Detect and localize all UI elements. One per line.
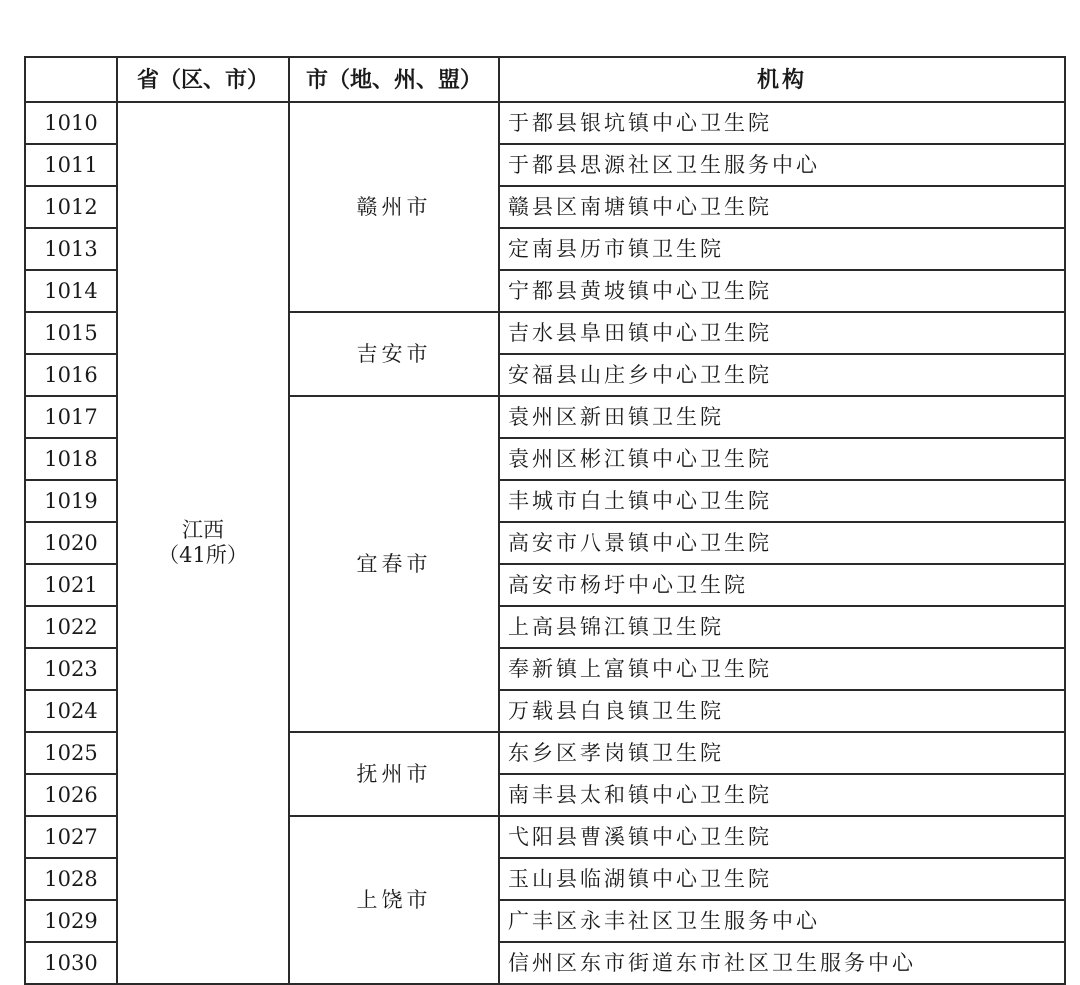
institution-table: [24, 56, 1066, 985]
institution-name: 丰城市白土镇中心卫生院: [499, 480, 1065, 522]
institution-name: 袁州区新田镇卫生院: [499, 396, 1065, 438]
city-cell: [289, 102, 499, 312]
row-number: 1012: [25, 186, 117, 228]
row-number: 1025: [25, 732, 117, 774]
row-number: 1017: [25, 396, 117, 438]
institution-name: 信州区东市街道东市社区卫生服务中心: [499, 942, 1065, 984]
province-cell: [117, 102, 289, 984]
city-cell: [289, 312, 499, 396]
institution-name: 上高县锦江镇卫生院: [499, 606, 1065, 648]
institution-name: 广丰区永丰社区卫生服务中心: [499, 900, 1065, 942]
table-row: [25, 102, 1065, 144]
table-body: [25, 102, 1065, 984]
city-name: 宜春市: [356, 551, 432, 576]
institution-name: 宁都县黄坡镇中心卫生院: [499, 270, 1065, 312]
institution-name: 玉山县临湖镇中心卫生院: [499, 858, 1065, 900]
row-number: 1016: [25, 354, 117, 396]
row-number: 1011: [25, 144, 117, 186]
city-name: 上饶市: [356, 887, 432, 912]
row-number: 1021: [25, 564, 117, 606]
header-number: [25, 57, 117, 102]
row-number: 1027: [25, 816, 117, 858]
institution-name: 于都县思源社区卫生服务中心: [499, 144, 1065, 186]
institution-name: 定南县历市镇卫生院: [499, 228, 1065, 270]
province-name: 江西: [182, 518, 224, 542]
header-institution: 机构: [499, 57, 1065, 102]
row-number: 1026: [25, 774, 117, 816]
institution-name: 奉新镇上富镇中心卫生院: [499, 648, 1065, 690]
city-name: 吉安市: [356, 341, 432, 366]
institution-name: 吉水县阜田镇中心卫生院: [499, 312, 1065, 354]
institution-name: 袁州区彬江镇中心卫生院: [499, 438, 1065, 480]
row-number: 1014: [25, 270, 117, 312]
row-number: 1013: [25, 228, 117, 270]
row-number: 1028: [25, 858, 117, 900]
institution-name: 赣县区南塘镇中心卫生院: [499, 186, 1065, 228]
institution-name: 安福县山庄乡中心卫生院: [499, 354, 1065, 396]
institution-name: 万载县白良镇卫生院: [499, 690, 1065, 732]
institution-name: 南丰县太和镇中心卫生院: [499, 774, 1065, 816]
city-cell: [289, 732, 499, 816]
institution-name: 东乡区孝岗镇卫生院: [499, 732, 1065, 774]
city-name: 赣州市: [356, 194, 432, 219]
header-province: 省（区、市）: [117, 57, 289, 102]
row-number: 1023: [25, 648, 117, 690]
city-name: 抚州市: [356, 761, 432, 786]
row-number: 1019: [25, 480, 117, 522]
row-number: 1029: [25, 900, 117, 942]
institution-name: 于都县银坑镇中心卫生院: [499, 102, 1065, 144]
institution-name: 高安市杨圩中心卫生院: [499, 564, 1065, 606]
row-number: 1022: [25, 606, 117, 648]
province-count: （41所）: [158, 543, 248, 567]
row-number: 1030: [25, 942, 117, 984]
row-number: 1024: [25, 690, 117, 732]
row-number: 1020: [25, 522, 117, 564]
header-row: [25, 57, 1065, 102]
institution-name: 弋阳县曹溪镇中心卫生院: [499, 816, 1065, 858]
row-number: 1018: [25, 438, 117, 480]
city-cell: [289, 396, 499, 732]
institution-name: 高安市八景镇中心卫生院: [499, 522, 1065, 564]
city-cell: [289, 816, 499, 984]
header-city: 市（地、州、盟）: [289, 57, 499, 102]
row-number: 1015: [25, 312, 117, 354]
row-number: 1010: [25, 102, 117, 144]
